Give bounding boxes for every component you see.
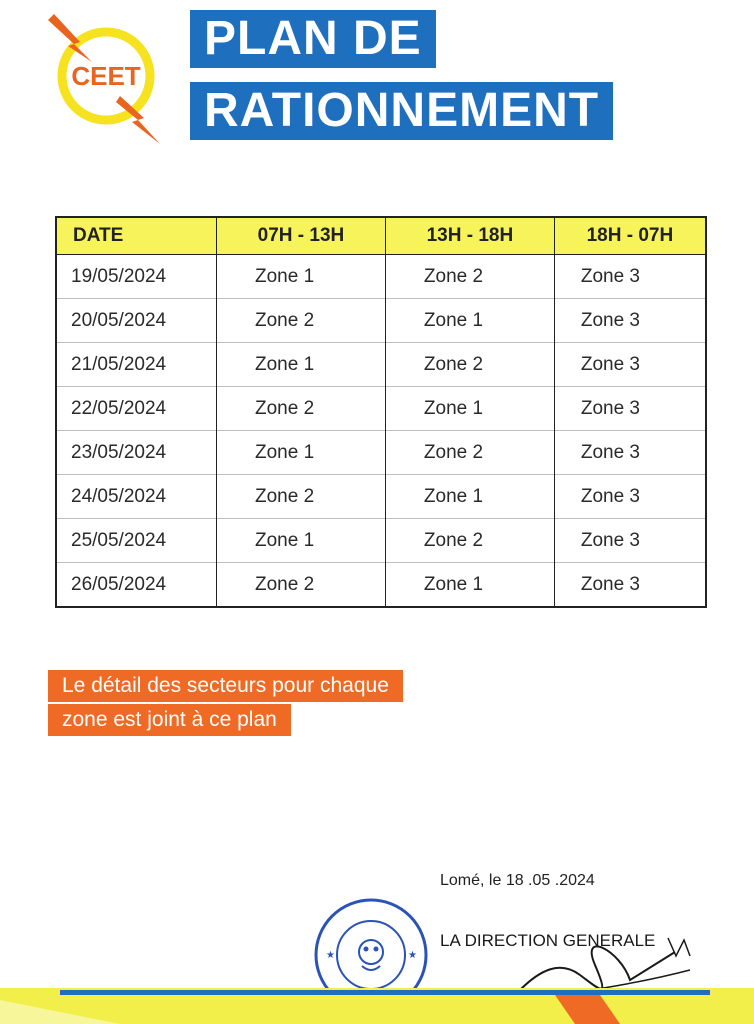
cell-zone: Zone 1 [217,519,386,563]
cell-zone: Zone 2 [385,343,554,387]
cell-zone: Zone 2 [385,431,554,475]
cell-zone: Zone 3 [554,387,706,431]
signatory-title: LA DIRECTION GENERALE [440,931,656,950]
cell-zone: Zone 3 [554,563,706,608]
table-row [56,387,706,431]
cell-zone: Zone 2 [217,387,386,431]
table-row [56,475,706,519]
cell-zone: Zone 3 [554,343,706,387]
cell-zone: Zone 3 [554,255,706,299]
cell-date: 19/05/2024 [56,255,217,299]
cell-zone: Zone 1 [385,563,554,608]
page-title-line2: RATIONNEMENT [190,82,613,140]
table-row [56,299,706,343]
cell-zone: Zone 3 [554,299,706,343]
header-slot-night: 18H - 07H [554,217,706,255]
header-date: DATE [56,217,217,255]
cell-zone: Zone 1 [217,343,386,387]
cell-date: 26/05/2024 [56,563,217,608]
cell-date: 20/05/2024 [56,299,217,343]
cell-zone: Zone 2 [385,519,554,563]
cell-date: 24/05/2024 [56,475,217,519]
cell-zone: Zone 1 [385,387,554,431]
svg-text:★: ★ [408,950,417,961]
cell-zone: Zone 1 [217,431,386,475]
table-row [56,519,706,563]
table-header-row [56,217,706,255]
cell-zone: Zone 1 [385,475,554,519]
table-row [56,563,706,608]
page-title-line1: PLAN DE [190,10,436,68]
cell-zone: Zone 2 [217,563,386,608]
cell-date: 22/05/2024 [56,387,217,431]
note-line1: Le détail des secteurs pour chaque [48,670,403,702]
cell-zone: Zone 2 [217,475,386,519]
table-row [56,343,706,387]
place-date: Lomé, le 18 .05 .2024 [440,872,595,889]
cell-date: 23/05/2024 [56,431,217,475]
cell-zone: Zone 2 [217,299,386,343]
cell-zone: Zone 3 [554,475,706,519]
cell-zone: Zone 3 [554,519,706,563]
table-row [56,255,706,299]
cell-date: 25/05/2024 [56,519,217,563]
cell-zone: Zone 2 [385,255,554,299]
cell-zone: Zone 3 [554,431,706,475]
rationing-table [55,216,707,608]
logo-text: CEET [71,61,141,91]
note-line2: zone est joint à ce plan [48,704,291,736]
header-slot-morning: 07H - 13H [217,217,386,255]
svg-text:★: ★ [326,950,335,961]
footer-stripe [0,988,754,1024]
header-slot-afternoon: 13H - 18H [385,217,554,255]
ceet-logo [48,14,168,144]
cell-zone: Zone 1 [385,299,554,343]
table-row [56,431,706,475]
cell-date: 21/05/2024 [56,343,217,387]
cell-zone: Zone 1 [217,255,386,299]
